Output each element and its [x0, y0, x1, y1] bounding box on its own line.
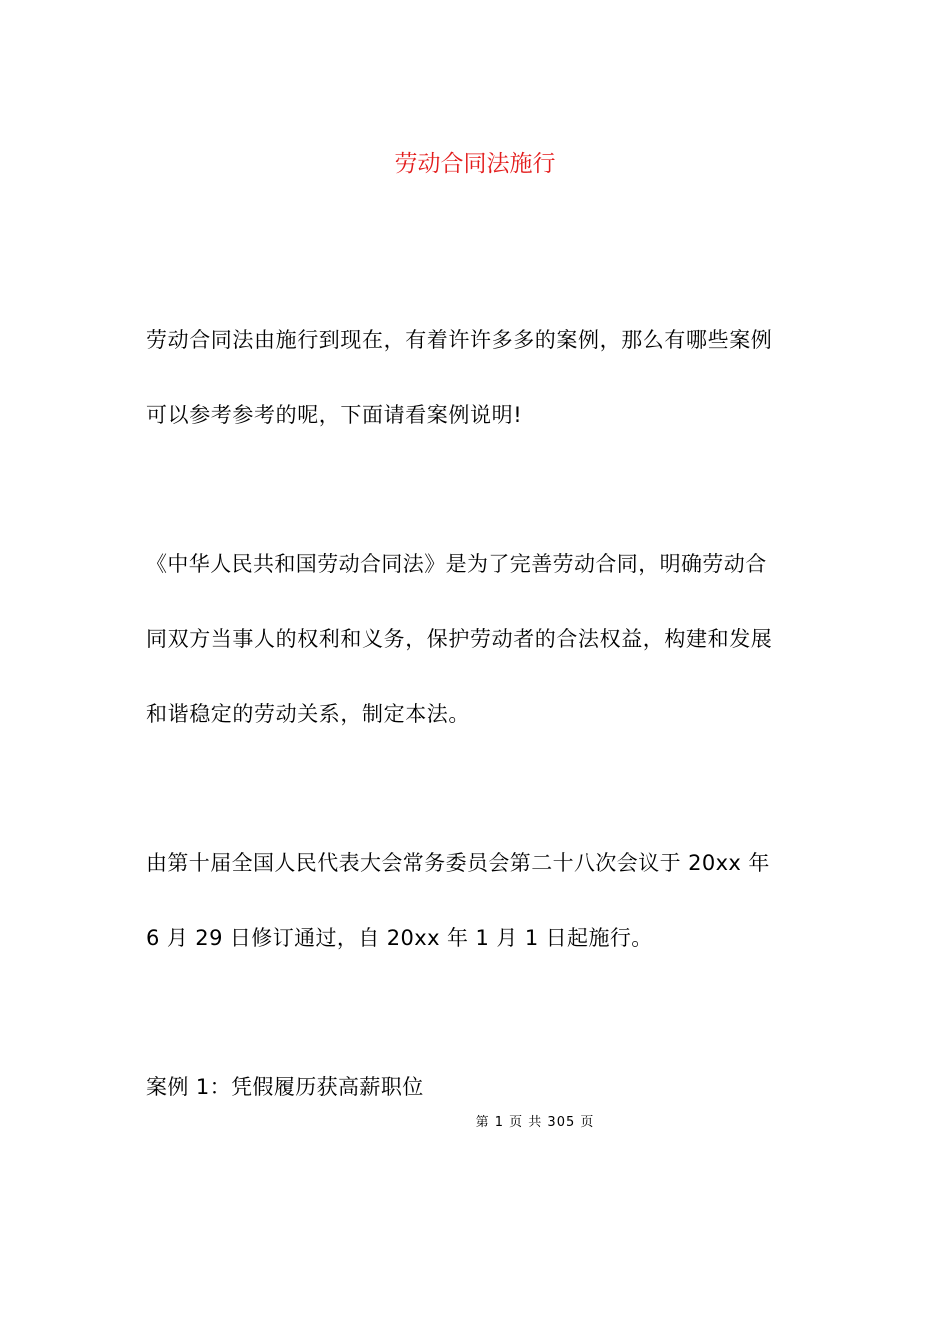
page-title: 劳动合同法施行 [394, 151, 556, 178]
enactment-line-1: 由第十届全国人民代表大会常务委员会第二十八次会议于 20xx 年 [146, 851, 770, 875]
enactment-line-2: 6 月 29 日修订通过，自 20xx 年 1 月 1 日起施行。 [146, 926, 653, 950]
law-purpose-line-3: 和谐稳定的劳动关系，制定本法。 [146, 702, 470, 726]
law-purpose-line-2: 同双方当事人的权利和义务，保护劳动者的合法权益，构建和发展 [146, 627, 773, 651]
page-number-footer: 第 1 页 共 305 页 [475, 1115, 595, 1130]
intro-line-1: 劳动合同法由施行到现在，有着许许多多的案例，那么有哪些案例 [146, 328, 773, 352]
intro-line-2: 可以参考参考的呢，下面请看案例说明! [146, 403, 523, 427]
case-heading: 案例 1：凭假履历获高薪职位 [146, 1075, 424, 1099]
law-purpose-line-1: 《中华人民共和国劳动合同法》是为了完善劳动合同，明确劳动合 [146, 552, 767, 576]
